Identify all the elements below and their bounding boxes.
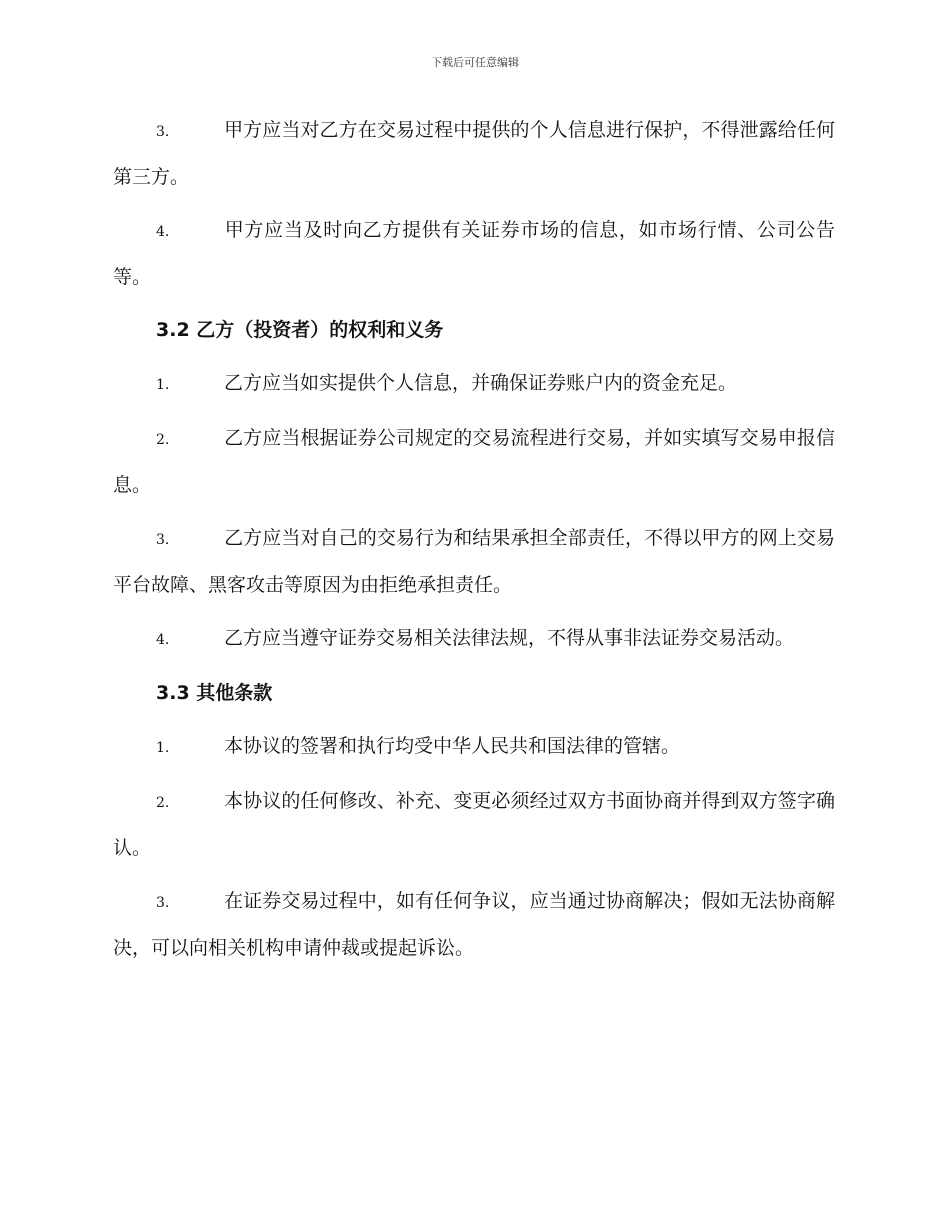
item-text: 甲方应当及时向乙方提供有关证券市场的信息，如市场行情、公司公告等。 — [113, 219, 835, 288]
list-item — [113, 879, 835, 971]
item-text: 在证券交易过程中，如有任何争议，应当通过协商解决；假如无法协商解决，可以向相关机构申请仲裁或提起诉讼。 — [113, 890, 835, 959]
item-text: 乙方应当遵守证券交易相关法律法规，不得从事非法证券交易活动。 — [224, 627, 795, 649]
document-body — [113, 108, 835, 979]
item-text: 乙方应当如实提供个人信息，并确保证券账户内的资金充足。 — [224, 372, 738, 394]
list-item — [113, 361, 835, 408]
item-number: 4. — [156, 632, 170, 648]
list-item — [113, 208, 835, 300]
list-item — [113, 616, 835, 663]
item-number: 4. — [156, 224, 170, 240]
list-item — [113, 779, 835, 871]
list-item — [113, 724, 835, 771]
item-number: 2. — [156, 432, 170, 448]
item-number: 2. — [156, 795, 170, 811]
item-number: 3. — [156, 532, 170, 548]
list-item — [113, 108, 835, 200]
item-text: 甲方应当对乙方在交易过程中提供的个人信息进行保护，不得泄露给任何第三方。 — [113, 119, 835, 188]
section-heading: 3.3 其他条款 — [156, 682, 273, 704]
item-number: 3. — [156, 124, 170, 140]
item-text: 乙方应当根据证券公司规定的交易流程进行交易，并如实填写交易申报信息。 — [113, 427, 835, 496]
item-number: 3. — [156, 895, 170, 911]
list-item — [113, 416, 835, 508]
list-item — [113, 516, 835, 608]
page-header: 下载后可任意编辑 — [431, 56, 519, 69]
section-heading: 3.2 乙方（投资者）的权利和义务 — [156, 319, 444, 341]
item-text: 本协议的任何修改、补充、变更必须经过双方书面协商并得到双方签字确认。 — [113, 790, 835, 859]
item-number: 1. — [156, 377, 170, 393]
item-number: 1. — [156, 740, 170, 756]
item-text: 本协议的签署和执行均受中华人民共和国法律的管辖。 — [224, 735, 681, 757]
item-text: 乙方应当对自己的交易行为和结果承担全部责任，不得以甲方的网上交易平台故障、黑客攻击等原因为由拒绝承担责任。 — [113, 527, 835, 596]
